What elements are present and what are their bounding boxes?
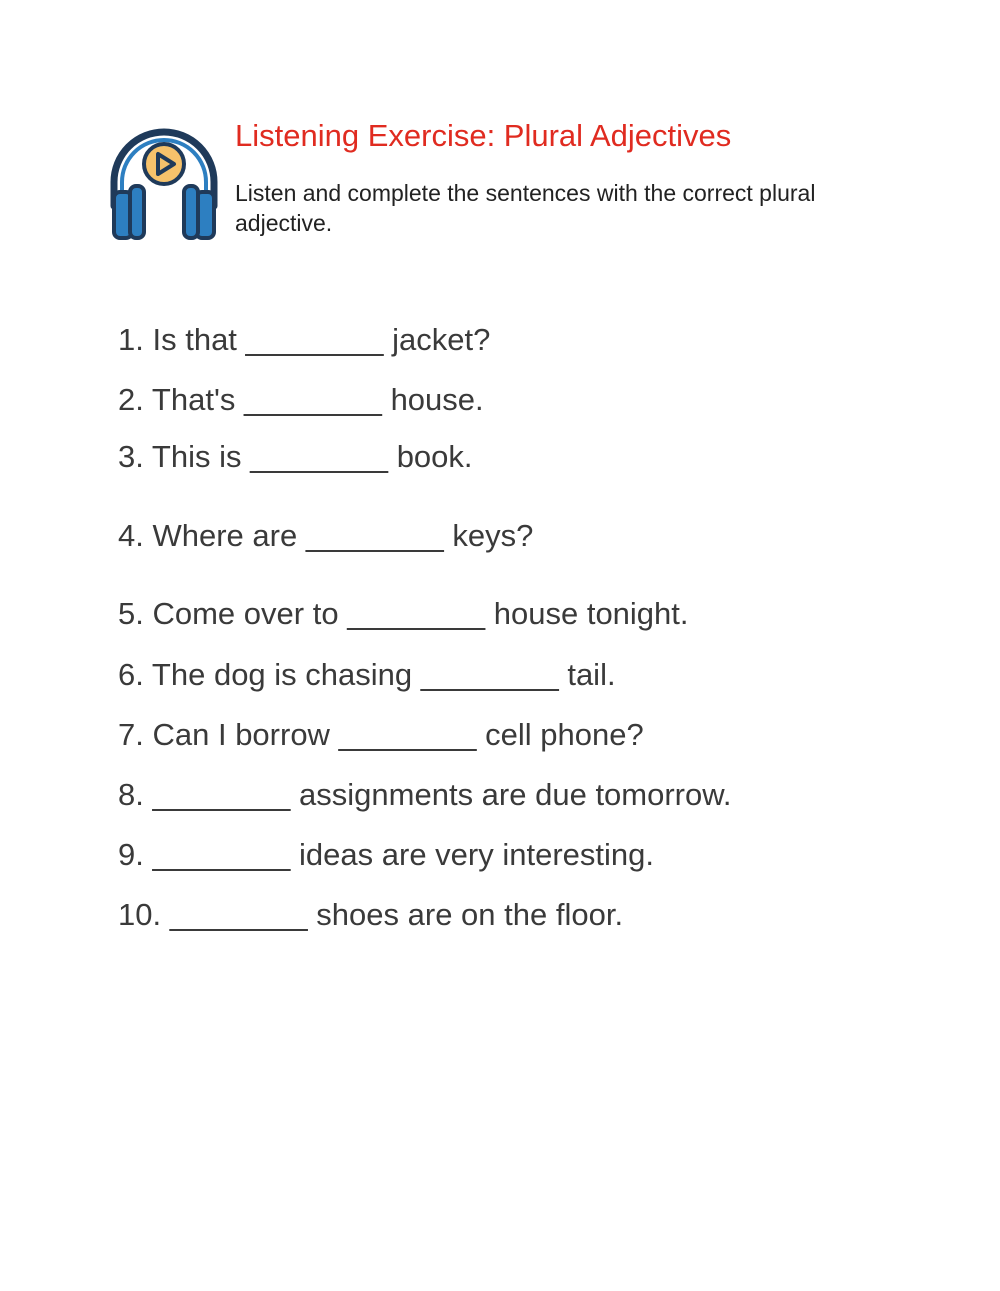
- question-number: 7.: [118, 717, 144, 752]
- question-4: [118, 516, 533, 556]
- question-number: 4.: [118, 518, 144, 553]
- answer-blank[interactable]: ________: [244, 382, 382, 417]
- question-text-after: jacket?: [392, 322, 491, 357]
- answer-blank[interactable]: ________: [338, 717, 477, 752]
- question-7: [118, 715, 644, 755]
- question-text-before: That's: [151, 382, 236, 417]
- answer-blank[interactable]: ________: [152, 777, 291, 812]
- answer-blank[interactable]: ________: [152, 837, 291, 872]
- question-text-before: Can I borrow: [152, 717, 330, 752]
- answer-blank[interactable]: ________: [250, 439, 389, 474]
- question-10: [118, 895, 623, 935]
- question-text-before: This is: [151, 439, 242, 474]
- question-6: [118, 655, 616, 695]
- question-2: [118, 380, 484, 420]
- question-text-after: keys?: [452, 518, 534, 553]
- question-9: [118, 835, 654, 875]
- question-text-after: book.: [396, 439, 473, 474]
- answer-blank[interactable]: ________: [169, 897, 308, 932]
- question-1: [118, 320, 490, 360]
- question-number: 6.: [118, 657, 144, 692]
- question-text-before: The dog is chasing: [151, 657, 413, 692]
- answer-blank[interactable]: ________: [347, 596, 486, 631]
- answer-blank[interactable]: ________: [305, 518, 444, 553]
- question-number: 9.: [118, 837, 144, 872]
- question-text-after: house.: [390, 382, 484, 417]
- question-text-after: shoes are on the floor.: [316, 897, 624, 932]
- question-number: 2.: [118, 382, 144, 417]
- question-text-before: Come over to: [152, 596, 339, 631]
- instructions-text: Listen and complete the sentences with the correct plural adjective.: [235, 180, 816, 236]
- question-8: [118, 775, 732, 815]
- question-number: 3.: [118, 439, 144, 474]
- question-text-after: ideas are very interesting.: [299, 837, 655, 872]
- question-text-after: cell phone?: [485, 717, 644, 752]
- question-5: [118, 594, 689, 634]
- question-3: [118, 437, 473, 477]
- question-number: 8.: [118, 777, 144, 812]
- question-text-before: Where are: [152, 518, 298, 553]
- question-text-after: tail.: [567, 657, 616, 692]
- question-text-after: assignments are due tomorrow.: [299, 777, 732, 812]
- question-text-before: Is that: [152, 322, 237, 357]
- question-number: 5.: [118, 596, 144, 631]
- question-number: 1.: [118, 322, 144, 357]
- question-number: 10.: [118, 897, 162, 932]
- headphones-play-icon: [108, 122, 220, 244]
- answer-blank[interactable]: ________: [245, 322, 384, 357]
- page-title: Listening Exercise: Plural Adjectives: [235, 118, 732, 153]
- answer-blank[interactable]: ________: [420, 657, 559, 692]
- question-text-after: house tonight.: [493, 596, 689, 631]
